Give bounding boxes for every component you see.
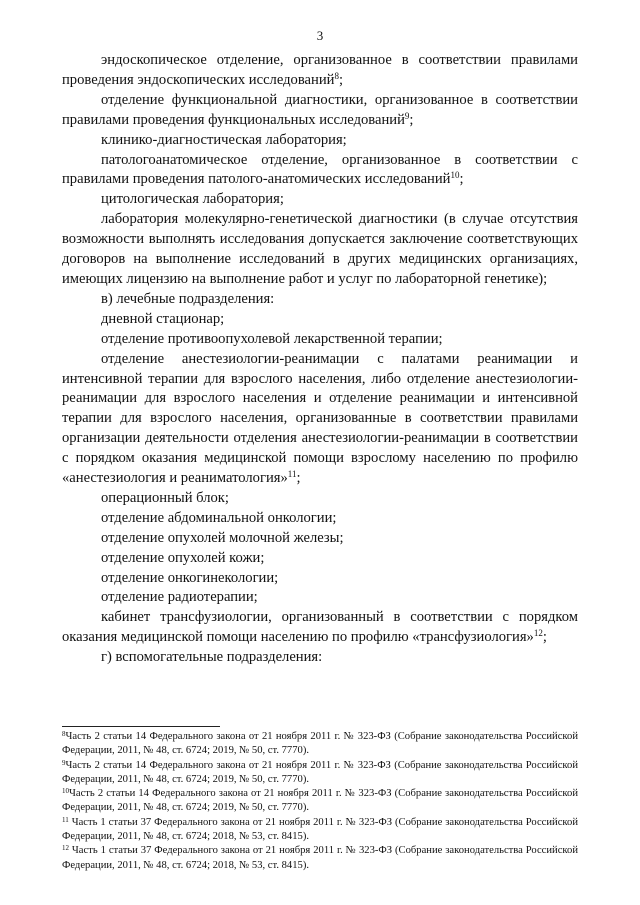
paragraph: лаборатория молекулярно-генетической диагностики (в случае отсутствия возможности выполнять исследования допускается заключение соответствующих договоров на выполнение исследований в других медицинских организациях, имеющих лицензию на выполнение работ и услуг по лабораторной генетике); [62, 211, 578, 287]
footnote-number: 11 [62, 815, 69, 824]
paragraph: отделение радиотерапии; [101, 589, 258, 606]
footnote: $^9$Часть 2 статьи 14 Федерального закона от 21 ноября 2011 г. № 323-ФЗ (Собрание законодательства Российской Федерации, 2011, № 48, ст. 6724; 2019, № 50, ст. 7770). [62, 758, 578, 785]
paragraph: отделение опухолей кожи; [101, 549, 265, 566]
footnote: $^8$Часть 2 статьи 14 Федерального закона от 21 ноября 2011 г. № 323-ФЗ (Собрание законодательства Российской Федерации, 2011, № 48, ст. 6724; 2019, № 50, ст. 7770). [62, 730, 578, 757]
footnotes [62, 730, 578, 873]
footnote-ref: 12 [533, 628, 543, 639]
paragraph: клинико-диагностическая лаборатория; [101, 131, 347, 148]
section-heading: г) вспомогательные подразделения: [101, 649, 323, 666]
footnote: $^{10}$Часть 2 статьи 14 Федерального закона от 21 ноября 2011 г. № 323-ФЗ (Собрание законодательства Российской Федерации, 2011, № 48, ст. 6724; 2019, № 50, ст. 7770). [62, 787, 578, 814]
paragraph: отделение анестезиологии-реанимации с палатами реанимации и интенсивной терапии для взрослого населения, либо отделение анестезиологии-реанимации для взрослого населения и отделение реанимации и интенсивной терапии для взрослого населения, организованные в соответствии правилами организации деятельности отделения анестезиологии-реанимации в соответствии с порядком оказания медицинской помощи взрослому населению по профилю «анестезиология и реаниматология»$^{11}$; [62, 350, 578, 487]
paragraph: дневной стационар; [101, 310, 225, 327]
footnote: $^{11}$ Часть 1 статьи 37 Федерального закона от 21 ноября 2011 г. № 323-ФЗ (Собрание законодательства Российской Федерации, 2011, № 48, ст. 6724; 2018, № 53, ст. 8415). [62, 815, 578, 843]
paragraph: отделение абдоминальной онкологии; [101, 509, 337, 526]
footnote: $^{12}$ Часть 1 статьи 37 Федерального закона от 21 ноября 2011 г. № 323-ФЗ (Собрание законодательства Российской Федерации, 2011, № 48, ст. 6724; 2018, № 53, ст. 8415). [62, 844, 578, 871]
footnote-ref: 9 [404, 110, 410, 121]
footnote-ref: 8 [334, 70, 339, 81]
footnote-number: 12 [62, 844, 69, 853]
paragraph: эндоскопическое отделение, организованное в соответствии правилами проведения эндоскопических исследований$^8$; [62, 52, 578, 88]
paragraph: патологоанатомическое отделение, организованное в соответствии с правилами проведения патолого-анатомических исследований$^{10}$; [62, 151, 578, 188]
paragraph: отделение онкогинекологии; [101, 569, 279, 586]
footnote-number: 9 [62, 758, 66, 767]
section-heading: в) лечебные подразделения: [101, 290, 275, 307]
paragraph: отделение опухолей молочной железы; [101, 529, 344, 546]
paragraph: отделение функциональной диагностики, организованное в соответствии правилами проведения функциональных исследований$^9$; [62, 91, 578, 128]
paragraph: операционный блок; [101, 489, 229, 506]
footnote-ref: 10 [450, 170, 460, 181]
paragraph: отделение противоопухолевой лекарственной терапии; [101, 330, 443, 347]
footnote-number: 10 [62, 787, 69, 796]
paragraph: цитологическая лаборатория; [101, 191, 284, 208]
footnote-number: 8 [62, 730, 66, 738]
main-text [62, 51, 578, 668]
footnote-ref: 11 [287, 469, 297, 480]
footnote-divider [62, 726, 220, 727]
page-number: 3 [316, 28, 324, 43]
paragraph: кабинет трансфузиологии, организованный в соответствии с порядком оказания медицинской помощи населению по профилю «трансфузиология»$^{12}$; [62, 609, 578, 646]
